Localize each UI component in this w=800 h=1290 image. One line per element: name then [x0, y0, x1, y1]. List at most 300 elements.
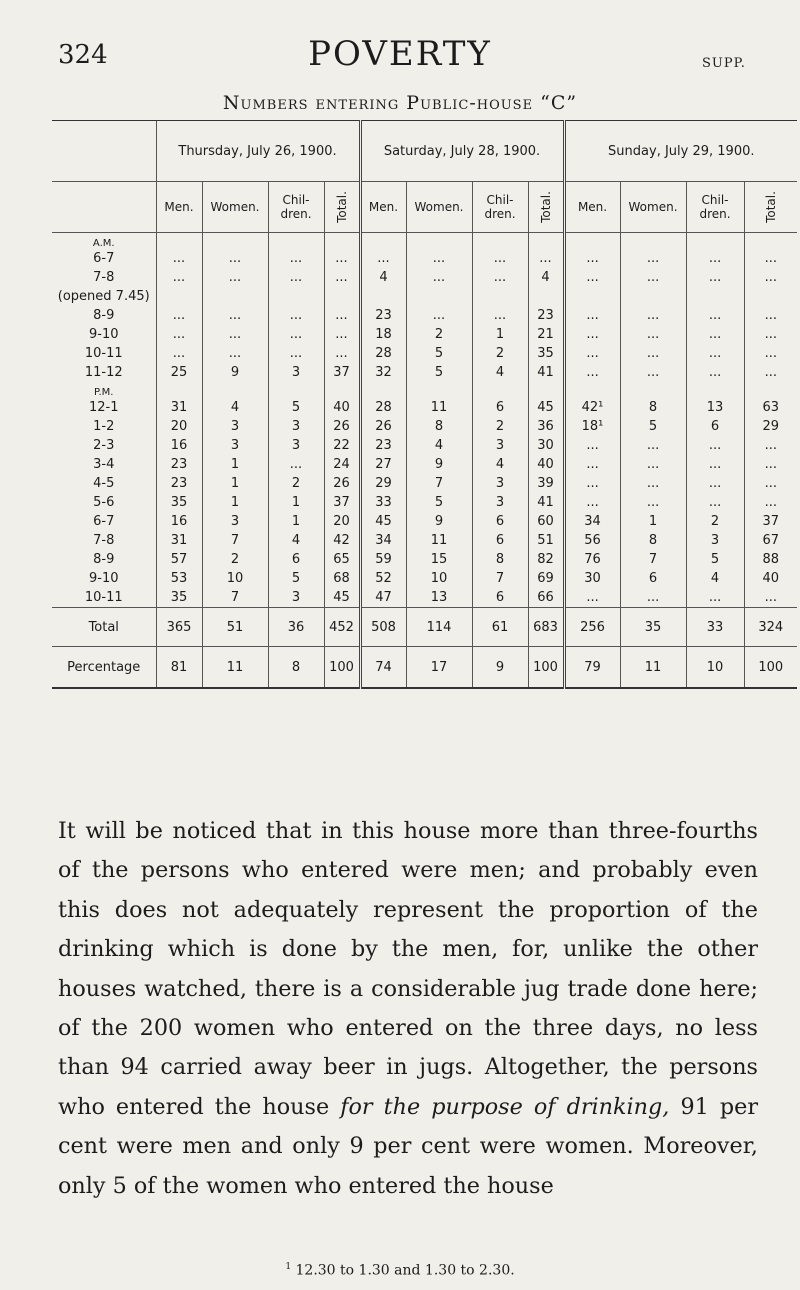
table-cell: 6	[472, 512, 528, 531]
table-cell: 28	[360, 398, 406, 417]
table-cell: ...	[744, 325, 797, 344]
table-cell: 26	[360, 417, 406, 436]
table-cell: ...	[268, 344, 324, 363]
table-cell: 16	[156, 512, 202, 531]
table-cell: ...	[686, 249, 744, 268]
table-cell: 36	[528, 417, 564, 436]
footnote-text: 12.30 to 1.30 and 1.30 to 2.30.	[295, 1262, 515, 1279]
table-cell: 5	[268, 569, 324, 588]
table-cell: 7	[472, 569, 528, 588]
col-total: Total.	[528, 182, 564, 233]
row-label: 11-12	[84, 365, 123, 380]
table-cell: ...	[564, 436, 620, 455]
percentage-row	[52, 647, 797, 689]
table-cell: 1	[620, 512, 686, 531]
table-cell: 9	[406, 455, 472, 474]
table-cell: 3	[202, 417, 268, 436]
table-row	[52, 531, 797, 550]
table-cell: 4	[472, 455, 528, 474]
table-cell: 47	[360, 588, 406, 608]
table-cell: 29	[360, 474, 406, 493]
table-cell: 4	[202, 398, 268, 417]
table-row	[52, 436, 797, 455]
table-cell: ...	[686, 306, 744, 325]
table-row	[52, 569, 797, 588]
table-cell: ...	[620, 363, 686, 382]
day-header-sunday: Sunday, July 29, 1900.	[564, 121, 797, 182]
table-cell: 5	[406, 493, 472, 512]
table-cell: 1	[202, 493, 268, 512]
row-label: 12-1	[88, 400, 119, 415]
table-cell: ...	[406, 268, 472, 287]
table-cell: ...	[564, 474, 620, 493]
table-cell: 34	[360, 531, 406, 550]
table-cell: ...	[744, 474, 797, 493]
table-cell: 1	[202, 455, 268, 474]
table-cell	[744, 287, 797, 306]
table-cell: 33	[360, 493, 406, 512]
table-cell: 41	[528, 493, 564, 512]
table-cell: 324	[744, 608, 797, 647]
table-cell: 6	[268, 550, 324, 569]
table-cell: 61	[472, 608, 528, 647]
table-cell: 3	[268, 588, 324, 608]
table-row	[52, 287, 797, 306]
table-cell: ...	[620, 436, 686, 455]
table-cell: 37	[324, 493, 360, 512]
col-children: Chil-dren.	[686, 182, 744, 233]
corner-cell	[52, 121, 156, 182]
table-cell: 10	[686, 647, 744, 689]
empty-cell	[156, 382, 202, 398]
table-cell: 11	[202, 647, 268, 689]
table-cell: 79	[564, 647, 620, 689]
para-text-end: 91 per cent were men and only 9 per cent were women. Moreover, only 5 of the women who entered the house	[58, 1093, 759, 1199]
table-cell	[324, 287, 360, 306]
table-cell: 60	[528, 512, 564, 531]
table-cell: 36	[268, 608, 324, 647]
table-cell: 3	[686, 531, 744, 550]
table-cell: ...	[564, 325, 620, 344]
empty-cell	[528, 233, 564, 250]
table-cell: 9	[202, 363, 268, 382]
table-cell: 3	[268, 363, 324, 382]
table-cell: 74	[360, 647, 406, 689]
table-cell: 452	[324, 608, 360, 647]
table-body	[52, 233, 797, 689]
table-cell: ...	[564, 344, 620, 363]
table-cell: ...	[744, 493, 797, 512]
table-cell: 52	[360, 569, 406, 588]
table-cell: 24	[324, 455, 360, 474]
ampm-row	[52, 382, 797, 398]
row-label: 7-8	[93, 270, 115, 285]
table-cell: ...	[528, 249, 564, 268]
table-cell: 10	[202, 569, 268, 588]
table-cell: 26	[324, 417, 360, 436]
table-cell: 11	[406, 531, 472, 550]
table-cell: ...	[202, 268, 268, 287]
table-cell: 16	[156, 436, 202, 455]
table-row	[52, 398, 797, 417]
table-cell: 18	[360, 325, 406, 344]
table-cell: 1	[202, 474, 268, 493]
table-cell: ...	[686, 474, 744, 493]
row-label: 3-4	[93, 457, 115, 472]
table-cell: ...	[564, 249, 620, 268]
row-label: 9-10	[88, 327, 119, 342]
table-cell: ...	[406, 249, 472, 268]
table-cell: 30	[564, 569, 620, 588]
table-cell: 59	[360, 550, 406, 569]
table-cell: ...	[686, 268, 744, 287]
row-label: 8-9	[93, 308, 115, 323]
table-cell: 20	[324, 512, 360, 531]
table-cell: 11	[620, 647, 686, 689]
table-cell: 6	[472, 531, 528, 550]
table-cell: 66	[528, 588, 564, 608]
table-cell: ...	[620, 306, 686, 325]
time-period-label: P.M.	[94, 387, 114, 398]
table-cell: 37	[324, 363, 360, 382]
table-cell: ...	[156, 249, 202, 268]
table-cell: ...	[564, 588, 620, 608]
table-row	[52, 417, 797, 436]
table-cell	[406, 287, 472, 306]
table-cell: 2	[686, 512, 744, 531]
table-cell: 8	[620, 531, 686, 550]
empty-cell	[686, 233, 744, 250]
para-text: It will be noticed that in this house more than three-fourths of the persons who entered were men; and probably even this does not adequately represent the proportion of the drinking which is done by the men, for, unlike the other houses watched, there is a considerable jug trade done here; of the 200 women who entered on the three days, no less than 94 carried away beer in jugs. Altogether, the persons who entered the house	[58, 818, 758, 1120]
table-cell: 8	[268, 647, 324, 689]
col-men: Men.	[156, 182, 202, 233]
page-number: 324	[58, 40, 108, 70]
table-cell: 11	[406, 398, 472, 417]
table-cell: ...	[360, 249, 406, 268]
table-cell: 65	[324, 550, 360, 569]
table-row	[52, 363, 797, 382]
empty-cell	[268, 233, 324, 250]
col-men: Men.	[564, 182, 620, 233]
table-cell: 7	[620, 550, 686, 569]
table-cell: ...	[744, 344, 797, 363]
table-cell: 7	[202, 531, 268, 550]
table-cell: 82	[528, 550, 564, 569]
ampm-row	[52, 233, 797, 250]
table-cell: ...	[564, 363, 620, 382]
col-women: Women.	[202, 182, 268, 233]
table-title: Numbers entering Public-house “C”	[222, 92, 578, 114]
table-cell: 21	[528, 325, 564, 344]
table-cell: 5	[620, 417, 686, 436]
table-cell: 81	[156, 647, 202, 689]
empty-cell	[744, 233, 797, 250]
table-cell: 51	[202, 608, 268, 647]
table-cell: 42¹	[564, 398, 620, 417]
table-cell: ...	[268, 306, 324, 325]
empty-cell	[620, 233, 686, 250]
table-cell: 34	[564, 512, 620, 531]
empty-cell	[324, 233, 360, 250]
table-cell: 8	[620, 398, 686, 417]
table-cell: ...	[202, 306, 268, 325]
footnote-mark: 1	[285, 1262, 292, 1272]
table-cell: 4	[528, 268, 564, 287]
table-cell: 33	[686, 608, 744, 647]
table-cell: ...	[406, 306, 472, 325]
table-cell: 68	[324, 569, 360, 588]
table-cell: 6	[620, 569, 686, 588]
row-label: 10-11	[84, 346, 123, 361]
table-cell: 22	[324, 436, 360, 455]
table-cell	[202, 287, 268, 306]
table-cell: 4	[406, 436, 472, 455]
table-cell: ...	[620, 344, 686, 363]
table-cell: 53	[156, 569, 202, 588]
table-cell	[620, 287, 686, 306]
table-cell	[528, 287, 564, 306]
day-header-thursday: Thursday, July 26, 1900.	[156, 121, 360, 182]
table-cell: ...	[472, 268, 528, 287]
table-cell: 23	[528, 306, 564, 325]
table-cell: 18¹	[564, 417, 620, 436]
table-cell: 23	[360, 436, 406, 455]
table-cell: 4	[268, 531, 324, 550]
table-cell: 26	[324, 474, 360, 493]
table-cell: 57	[156, 550, 202, 569]
table-cell: 3	[268, 417, 324, 436]
table-cell: 2	[472, 344, 528, 363]
table-cell: 3	[472, 436, 528, 455]
table-cell: ...	[268, 249, 324, 268]
table-cell: 9	[406, 512, 472, 531]
table-cell: ...	[620, 474, 686, 493]
table-cell: 114	[406, 608, 472, 647]
running-title: POVERTY	[308, 34, 492, 74]
table-cell: ...	[564, 306, 620, 325]
table-cell: ...	[744, 363, 797, 382]
footnote	[0, 1262, 800, 1279]
data-table	[52, 120, 797, 689]
table-cell: ...	[564, 493, 620, 512]
table-cell: 3	[472, 474, 528, 493]
row-label: Percentage	[52, 647, 156, 689]
table-cell: 28	[360, 344, 406, 363]
table-cell: ...	[202, 344, 268, 363]
table-cell: ...	[324, 268, 360, 287]
table-cell: ...	[744, 306, 797, 325]
table-cell: ...	[620, 588, 686, 608]
table-cell: 31	[156, 531, 202, 550]
table-cell: 1	[268, 512, 324, 531]
table-cell: ...	[620, 325, 686, 344]
table-cell: 67	[744, 531, 797, 550]
table-cell: ...	[620, 493, 686, 512]
table-cell: 17	[406, 647, 472, 689]
table-cell: 6	[472, 398, 528, 417]
table-cell	[156, 287, 202, 306]
table-cell: ...	[324, 325, 360, 344]
table-cell: ...	[324, 249, 360, 268]
table-row	[52, 325, 797, 344]
table-cell: ...	[686, 325, 744, 344]
table-cell: 37	[744, 512, 797, 531]
table-cell: ...	[324, 344, 360, 363]
table-cell	[472, 287, 528, 306]
table-cell: 5	[406, 344, 472, 363]
table-cell	[564, 287, 620, 306]
table-cell	[268, 287, 324, 306]
table-cell: ...	[472, 306, 528, 325]
table-cell: ...	[268, 325, 324, 344]
table-cell: 88	[744, 550, 797, 569]
table-cell: ...	[686, 363, 744, 382]
table-cell: ...	[686, 588, 744, 608]
table-cell: 3	[268, 436, 324, 455]
col-men: Men.	[360, 182, 406, 233]
total-row	[52, 608, 797, 647]
table-cell: 13	[406, 588, 472, 608]
table-cell: 100	[528, 647, 564, 689]
corner-cell-2	[52, 182, 156, 233]
table-cell: 2	[268, 474, 324, 493]
table-cell: 7	[202, 588, 268, 608]
table-row	[52, 550, 797, 569]
table-cell: 45	[324, 588, 360, 608]
table-row	[52, 455, 797, 474]
empty-cell	[686, 382, 744, 398]
table-cell: 27	[360, 455, 406, 474]
table-cell: ...	[156, 268, 202, 287]
table-row	[52, 306, 797, 325]
table-cell: 4	[686, 569, 744, 588]
table-cell: 25	[156, 363, 202, 382]
table-cell: 23	[156, 474, 202, 493]
row-label: 2-3	[93, 438, 115, 453]
table-cell: 45	[528, 398, 564, 417]
row-label: 6-7	[93, 251, 115, 266]
table-cell: ...	[686, 455, 744, 474]
table-cell: ...	[686, 493, 744, 512]
day-header-saturday: Saturday, July 28, 1900.	[360, 121, 564, 182]
table-cell: ...	[620, 268, 686, 287]
table-cell: ...	[156, 306, 202, 325]
table-cell: 3	[202, 436, 268, 455]
table-cell: 100	[744, 647, 797, 689]
table-cell: 2	[406, 325, 472, 344]
table-cell: 76	[564, 550, 620, 569]
table-cell: 5	[406, 363, 472, 382]
table-cell: 5	[686, 550, 744, 569]
empty-cell	[202, 233, 268, 250]
table-cell: 35	[528, 344, 564, 363]
table-cell: 8	[472, 550, 528, 569]
table-row	[52, 588, 797, 608]
row-label: (opened 7.45)	[57, 289, 150, 304]
table-cell: 2	[202, 550, 268, 569]
table-row	[52, 268, 797, 287]
table-cell: 20	[156, 417, 202, 436]
table-cell: ...	[564, 268, 620, 287]
table-cell: ...	[744, 268, 797, 287]
col-women: Women.	[620, 182, 686, 233]
row-label: 8-9	[93, 552, 115, 567]
row-label: 7-8	[93, 533, 115, 548]
table-cell: 6	[686, 417, 744, 436]
table-cell: 32	[360, 363, 406, 382]
table-cell: 6	[472, 588, 528, 608]
row-label: Total	[52, 608, 156, 647]
table-cell: 4	[360, 268, 406, 287]
table-cell: 29	[744, 417, 797, 436]
table-cell	[686, 287, 744, 306]
empty-cell	[360, 233, 406, 250]
empty-cell	[268, 382, 324, 398]
table-cell: ...	[620, 249, 686, 268]
table-cell: 9	[472, 647, 528, 689]
empty-cell	[324, 382, 360, 398]
empty-cell	[564, 382, 620, 398]
time-period-label: A.M.	[92, 238, 115, 249]
table-cell: 40	[528, 455, 564, 474]
table-cell: 23	[360, 306, 406, 325]
table-cell: 41	[528, 363, 564, 382]
table-cell: ...	[744, 588, 797, 608]
table-cell: ...	[744, 249, 797, 268]
table-cell: 683	[528, 608, 564, 647]
table-cell: 3	[472, 493, 528, 512]
table-cell: 40	[324, 398, 360, 417]
col-total: Total.	[324, 182, 360, 233]
table-cell: ...	[156, 325, 202, 344]
empty-cell	[528, 382, 564, 398]
table-cell: ...	[744, 455, 797, 474]
table-cell: 10	[406, 569, 472, 588]
row-label: 10-11	[84, 590, 123, 605]
table-cell: ...	[564, 455, 620, 474]
table-cell: 69	[528, 569, 564, 588]
table-cell: 100	[324, 647, 360, 689]
table-cell: 3	[202, 512, 268, 531]
table-cell: 13	[686, 398, 744, 417]
col-total: Total.	[744, 182, 797, 233]
table-row	[52, 493, 797, 512]
empty-cell	[202, 382, 268, 398]
table-cell: ...	[202, 325, 268, 344]
empty-cell	[360, 382, 406, 398]
table-cell: 31	[156, 398, 202, 417]
row-label: 5-6	[93, 495, 115, 510]
empty-cell	[406, 233, 472, 250]
empty-cell	[472, 233, 528, 250]
table-cell: 56	[564, 531, 620, 550]
table-cell: ...	[268, 455, 324, 474]
table-row	[52, 344, 797, 363]
table-row	[52, 474, 797, 493]
table-cell: 45	[360, 512, 406, 531]
supp-label: SUPP.	[702, 56, 746, 71]
table-cell: 4	[472, 363, 528, 382]
row-label: 4-5	[93, 476, 115, 491]
table-cell: 256	[564, 608, 620, 647]
table-cell: 51	[528, 531, 564, 550]
row-label: 1-2	[93, 419, 115, 434]
table-cell: 1	[472, 325, 528, 344]
table-cell: 35	[620, 608, 686, 647]
table-cell: 8	[406, 417, 472, 436]
col-children: Chil-dren.	[472, 182, 528, 233]
table-cell: 30	[528, 436, 564, 455]
